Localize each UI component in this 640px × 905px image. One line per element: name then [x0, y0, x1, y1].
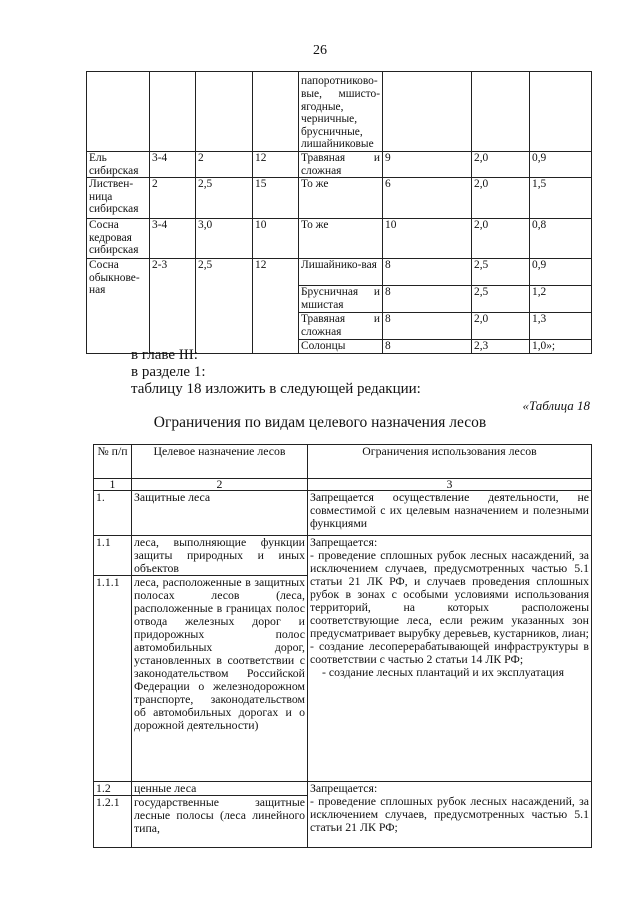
forest-type-cell: То же [299, 219, 383, 259]
purpose-cell: леса, расположенные в защитных полосах лесов (леса, расположенные в границах полос отвода железных дорог и придорожных полос автомобильных дорог, установленных в соответствии с законодательством Российской Федерации о железнодорожном транспорте, законодательством об автомобильных дорогах и о дорожной деятельности) [132, 576, 308, 782]
value-cell: 10 [383, 219, 472, 259]
value-cell: 2,5 [196, 259, 253, 354]
value-cell: 2 [196, 152, 253, 178]
forest-type-cell: Солонцы [299, 340, 383, 354]
value-cell: 2,0 [472, 313, 530, 340]
table-row [87, 178, 592, 219]
forest-type-cell: папоротниково-вые, мшисто-ягодные, черничные, брусничные, лишайниковые [299, 72, 383, 152]
value-cell: 2,3 [472, 340, 530, 354]
restriction-item: - создание лесных плантаций и их эксплуатация [322, 665, 565, 679]
value-cell: 2,0 [472, 178, 530, 219]
restriction-title: Запрещается: [310, 535, 378, 549]
table-row [94, 782, 592, 796]
species-table [86, 71, 592, 354]
paragraph: таблицу 18 изложить в следующей редакции: [131, 381, 421, 397]
row-number: 1.1.1 [94, 576, 132, 782]
species-cell: Сосна кедровая сибирская [87, 219, 150, 259]
forest-type-cell: Брусничная и мшистая [299, 286, 383, 313]
restriction-item: - проведение сплошных рубок лесных насаждений, за исключением случаев, предусмотренных частью 5.1 статьи 21 ЛК РФ, и случаев проведения сплошных рубок в зонах с особыми условиями использования территорий, на которых расположены соответствующие леса, если режим указанных зон предусматривает вырубку деревьев, кустарников, лиан; [310, 548, 589, 640]
purpose-cell: леса, выполняющие функции защиты природных и иных объектов [132, 536, 308, 576]
value-cell: 1,3 [530, 313, 592, 340]
value-cell: 8 [383, 259, 472, 286]
purpose-cell: Защитные леса [132, 491, 308, 536]
table-row [87, 219, 592, 259]
value-cell: 2 [150, 178, 196, 219]
restriction-cell [308, 782, 592, 848]
row-number: 1.1 [94, 536, 132, 576]
table-row [94, 536, 592, 576]
value-cell: 2,5 [196, 178, 253, 219]
restriction-item: - создание лесоперерабатывающей инфраструктуры в соответствии с частью 2 статьи 14 ЛК РФ; [310, 639, 589, 666]
value-cell: 0,9 [530, 259, 592, 286]
table-row [94, 491, 592, 536]
value-cell: 1,2 [530, 286, 592, 313]
table-title: Ограничения по видам целевого назначения лесов [153, 414, 487, 431]
forest-type-cell: Травяная и сложная [299, 152, 383, 178]
value-cell: 2,0 [472, 219, 530, 259]
value-cell: 1,0»; [530, 340, 592, 354]
column-header: Целевое назначение лесов [132, 445, 308, 479]
table-row [87, 72, 592, 152]
value-cell: 3-4 [150, 219, 196, 259]
species-cell: Сосна обыкнове-ная [87, 259, 150, 354]
value-cell: 3-4 [150, 152, 196, 178]
value-cell: 8 [383, 313, 472, 340]
value-cell: 9 [383, 152, 472, 178]
value-cell: 2,5 [472, 286, 530, 313]
value-cell: 8 [383, 286, 472, 313]
value-cell: 12 [253, 259, 299, 354]
table-row [87, 259, 592, 286]
value-cell: 8 [383, 340, 472, 354]
column-number: 3 [308, 479, 592, 491]
value-cell: 0,8 [530, 219, 592, 259]
row-number: 1.2.1 [94, 796, 132, 848]
restriction-cell: Запрещается осуществление деятельности, не совместимой с их целевым назначением и полезными функциями [308, 491, 592, 536]
row-number: 1.2 [94, 782, 132, 796]
paragraph: в главе III: [131, 347, 198, 363]
value-cell: 2-3 [150, 259, 196, 354]
species-cell: Ель сибирская [87, 152, 150, 178]
species-cell: Листвен-ница сибирская [87, 178, 150, 219]
value-cell: 6 [383, 178, 472, 219]
paragraph: в разделе 1: [131, 364, 206, 380]
column-number-row [94, 479, 592, 491]
column-number: 2 [132, 479, 308, 491]
value-cell: 2,0 [472, 152, 530, 178]
value-cell: 15 [253, 178, 299, 219]
table-reference: «Таблица 18 [522, 398, 590, 413]
value-cell: 0,9 [530, 152, 592, 178]
value-cell: 12 [253, 152, 299, 178]
restriction-item: - проведение сплошных рубок лесных насаждений, за исключением случаев, предусмотренных частью 5.1 статьи 21 ЛК РФ; [310, 794, 589, 834]
row-number: 1. [94, 491, 132, 536]
restriction-cell [308, 536, 592, 782]
table-row [87, 152, 592, 178]
value-cell: 10 [253, 219, 299, 259]
purpose-cell: государственные защитные лесные полосы (леса линейного типа, [132, 796, 308, 848]
value-cell: 3,0 [196, 219, 253, 259]
forest-type-cell: Травяная и сложная [299, 313, 383, 340]
table-header-row [94, 445, 592, 479]
page-number: 26 [313, 43, 327, 58]
value-cell: 2,5 [472, 259, 530, 286]
forest-type-cell: Лишайнико-вая [299, 259, 383, 286]
forest-type-cell: То же [299, 178, 383, 219]
value-cell: 1,5 [530, 178, 592, 219]
restrictions-table [93, 444, 592, 848]
column-header: Ограничения использования лесов [308, 445, 592, 479]
column-number: 1 [94, 479, 132, 491]
column-header: № п/п [94, 445, 132, 479]
purpose-cell: ценные леса [132, 782, 308, 796]
restriction-title: Запрещается: [310, 781, 378, 795]
